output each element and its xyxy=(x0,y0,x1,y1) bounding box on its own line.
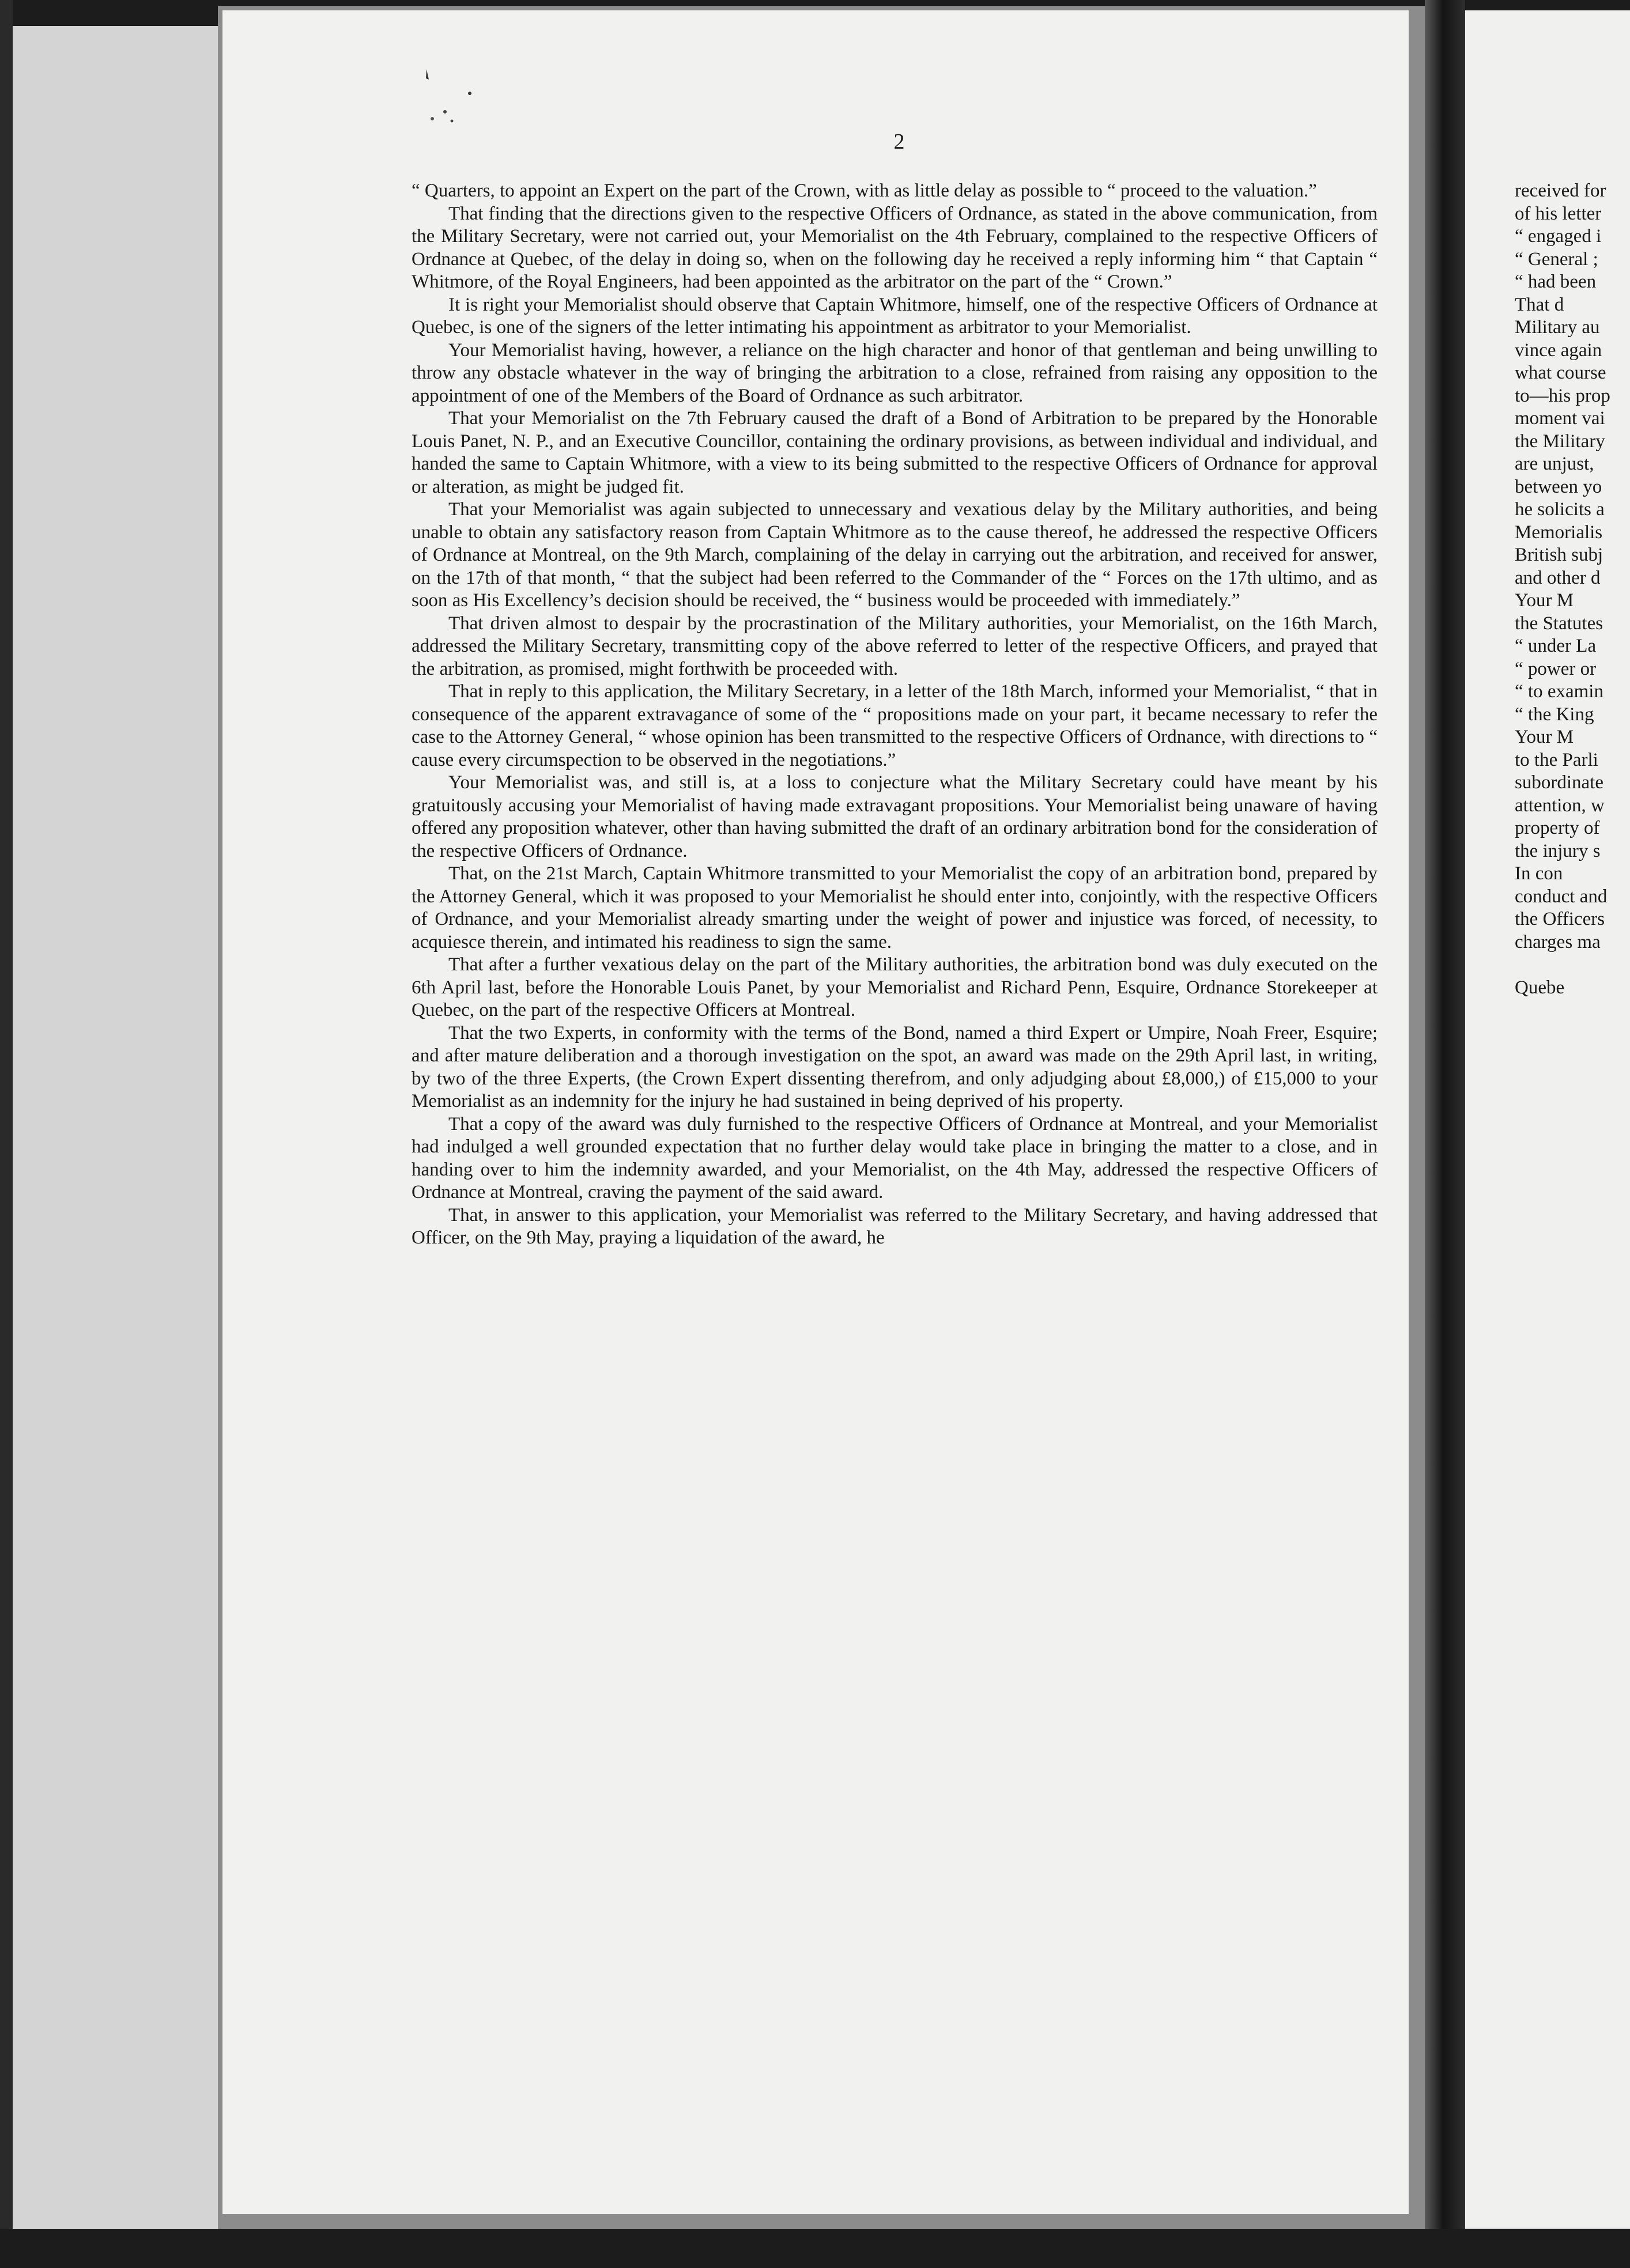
fragment-line: property of xyxy=(1515,818,1600,838)
paragraph: “ Quarters, to appoint an Expert on the part of the Crown, with as little delay as possible to “ proceed to the valuation.” xyxy=(412,180,1317,201)
fragment-line: vince again xyxy=(1515,339,1602,361)
fragment-line: and other d xyxy=(1515,567,1601,588)
fragment-line: to the Parli xyxy=(1515,749,1598,770)
fragment-line: the Statutes xyxy=(1515,613,1603,634)
fragment-line: “ under La xyxy=(1515,636,1597,656)
fragment-line: “ the King xyxy=(1515,704,1594,725)
fragment-line: to—his prop xyxy=(1515,385,1610,406)
paragraph: It is right your Memorialist should observe that Captain Whitmore, himself, one of the respective Officers of Ordnance at Quebec, is one of the signers of the letter intimating his appointment as arbitrator to your Memorialist. xyxy=(412,294,1378,338)
fragment-line: subordinate xyxy=(1515,772,1603,793)
fragment-line: “ engaged i xyxy=(1515,226,1602,247)
facing-page-text-fragments xyxy=(1515,180,1630,1000)
fragment-line: are unjust, xyxy=(1515,453,1594,474)
fragment-line: British subj xyxy=(1515,545,1603,565)
fragment-line: what course xyxy=(1515,362,1606,383)
memorial-text-body xyxy=(412,180,1378,1250)
fragment-line: charges ma xyxy=(1515,931,1601,952)
paragraph: That a copy of the award was duly furnished to the respective Officers of Ordnance at Montreal, and your Memorialist had indulged a well grounded expectation that no further delay would take place in bringing the matter to a close, and in handing over to him the indemnity awarded, and your Memorialist, on the 4th May, addressed the respective Officers of Ordnance at Montreal, craving the payment of the said award. xyxy=(412,1113,1378,1203)
fragment-line: Memorialis xyxy=(1515,521,1603,543)
fragment-line: That d xyxy=(1515,294,1564,315)
fragment-line: Military au xyxy=(1515,317,1600,338)
fragment-line: moment vai xyxy=(1515,408,1605,429)
scan-border-bottom xyxy=(0,2229,1630,2268)
fragment-line: “ power or xyxy=(1515,658,1597,679)
paragraph: That in reply to this application, the Military Secretary, in a letter of the 18th March, informed your Memorialist, “ that in consequence of the apparent extravagance of some of the “ propositions made on your part, it became necessary to refer the case to the Attorney General, “ whose opinion has been transmitted to the respective Officers of Ordnance, with directions to “ cause every circumspection to be observed in the negotiations.” xyxy=(412,681,1378,770)
fragment-line: “ General ; xyxy=(1515,248,1598,270)
fragment-line: the injury s xyxy=(1515,840,1601,861)
fragment-line: the Officers xyxy=(1515,909,1605,929)
fragment-line: he solicits a xyxy=(1515,499,1605,520)
fragment-line: of his letter xyxy=(1515,203,1602,224)
book-binding-gutter xyxy=(1425,0,1465,2268)
ink-specks xyxy=(403,63,490,138)
paragraph: Your Memorialist having, however, a reliance on the high character and honor of that gentleman and being unwilling to throw any obstacle whatever in the way of bringing the arbitration to a close, refrained from raising any opposition to the appointment of one of the Members of the Board of Ordnance as such arbitrator. xyxy=(412,339,1378,406)
paragraph: That, in answer to this application, your Memorialist was referred to the Military Secretary, and having addressed that Officer, on the 9th May, praying a liquidation of the award, he xyxy=(412,1204,1378,1248)
fragment-line: between yo xyxy=(1515,476,1602,497)
fragment-line: attention, w xyxy=(1515,795,1605,816)
page-number: 2 xyxy=(893,130,905,154)
fragment-line: Your M xyxy=(1515,590,1574,611)
fragment-line: In con xyxy=(1515,863,1563,884)
paragraph: That after a further vexatious delay on the part of the Military authorities, the arbitration bond was duly executed on the 6th April last, before the Honorable Louis Panet, by your Memorialist and Richard Penn, Esquire, Ordnance Storekeeper at Quebec, on the part of the respective Officers at Montreal. xyxy=(412,954,1378,1020)
fragment-line: Quebe xyxy=(1515,977,1565,998)
fragment-line: received for xyxy=(1515,180,1606,201)
paragraph: That your Memorialist on the 7th February caused the draft of a Bond of Arbitration to be prepared by the Honorable Louis Panet, N. P., and an Executive Councillor, containing the ordinary provisions, as between individual and individual, and handed the same to Captain Whitmore, with a view to its being submitted to the respective Officers of Ordnance for approval or alteration, as might be judged fit. xyxy=(412,408,1378,497)
fragment-line: “ to examin xyxy=(1515,681,1603,702)
fragment-line: conduct and xyxy=(1515,886,1608,907)
paragraph: That finding that the directions given to the respective Officers of Ordnance, as stated in the above communication, from the Military Secretary, were not carried out, your Memorialist on the 4th February, complained to the respective Officers of Ordnance at Quebec, of the delay in doing so, when on the following day he received a reply informing him “ that Captain “ Whitmore, of the Royal Engineers, had been appointed as the arbitrator on the part of the “ Crown.” xyxy=(412,203,1378,292)
scan-border-left xyxy=(0,0,13,2268)
fragment-line: “ had been xyxy=(1515,271,1597,292)
fragment-line: the Military xyxy=(1515,430,1605,452)
paragraph: That driven almost to despair by the procrastination of the Military authorities, your Memorialist, on the 16th March, addressed the Military Secretary, transmitting copy of the above referred to letter of the respective Officers, and prayed that the arbitration, as promised, might forthwith be proceeded with. xyxy=(412,613,1378,679)
fragment-line: Your M xyxy=(1515,727,1574,747)
paragraph: Your Memorialist was, and still is, at a loss to conjecture what the Military Secretary could have meant by his gratuitously accusing your Memorialist of having made extravagant propositions. Your Memorialist being unaware of having offered any proposition whatever, other than having submitted the draft of an ordinary arbitration bond for the consideration of the respective Officers of Ordnance. xyxy=(412,772,1378,861)
paragraph: That your Memorialist was again subjected to unnecessary and vexatious delay by the Military authorities, and being unable to obtain any satisfactory reason from Captain Whitmore as to the cause thereof, he addressed the respective Officers of Ordnance at Montreal, on the 9th March, complaining of the delay in carrying out the arbitration, and received for answer, on the 17th of that month, “ that the subject had been referred to the Commander of the “ Forces on the 17th ultimo, and as soon as His Excellency’s decision should be received, the “ business would be proceeded with immediately.” xyxy=(412,499,1378,611)
paragraph: That the two Experts, in conformity with the terms of the Bond, named a third Expert or Umpire, Noah Freer, Esquire; and after mature deliberation and a thorough investigation on the spot, an award was made on the 29th April last, in writing, by two of the three Experts, (the Crown Expert dissenting therefrom, and only adjudging about £8,000,) of £15,000 to your Memorialist as an indemnity for the injury he had sustained in being deprived of his property. xyxy=(412,1022,1378,1112)
paragraph: That, on the 21st March, Captain Whitmore transmitted to your Memorialist the copy of an arbitration bond, prepared by the Attorney General, which it was proposed to your Memorialist he should enter into, conjointly, with the respective Officers of Ordnance, and your Memorialist already smarting under the weight of power and injustice was forced, of necessity, to acquiesce therein, and intimated his readiness to sign the same. xyxy=(412,863,1378,952)
